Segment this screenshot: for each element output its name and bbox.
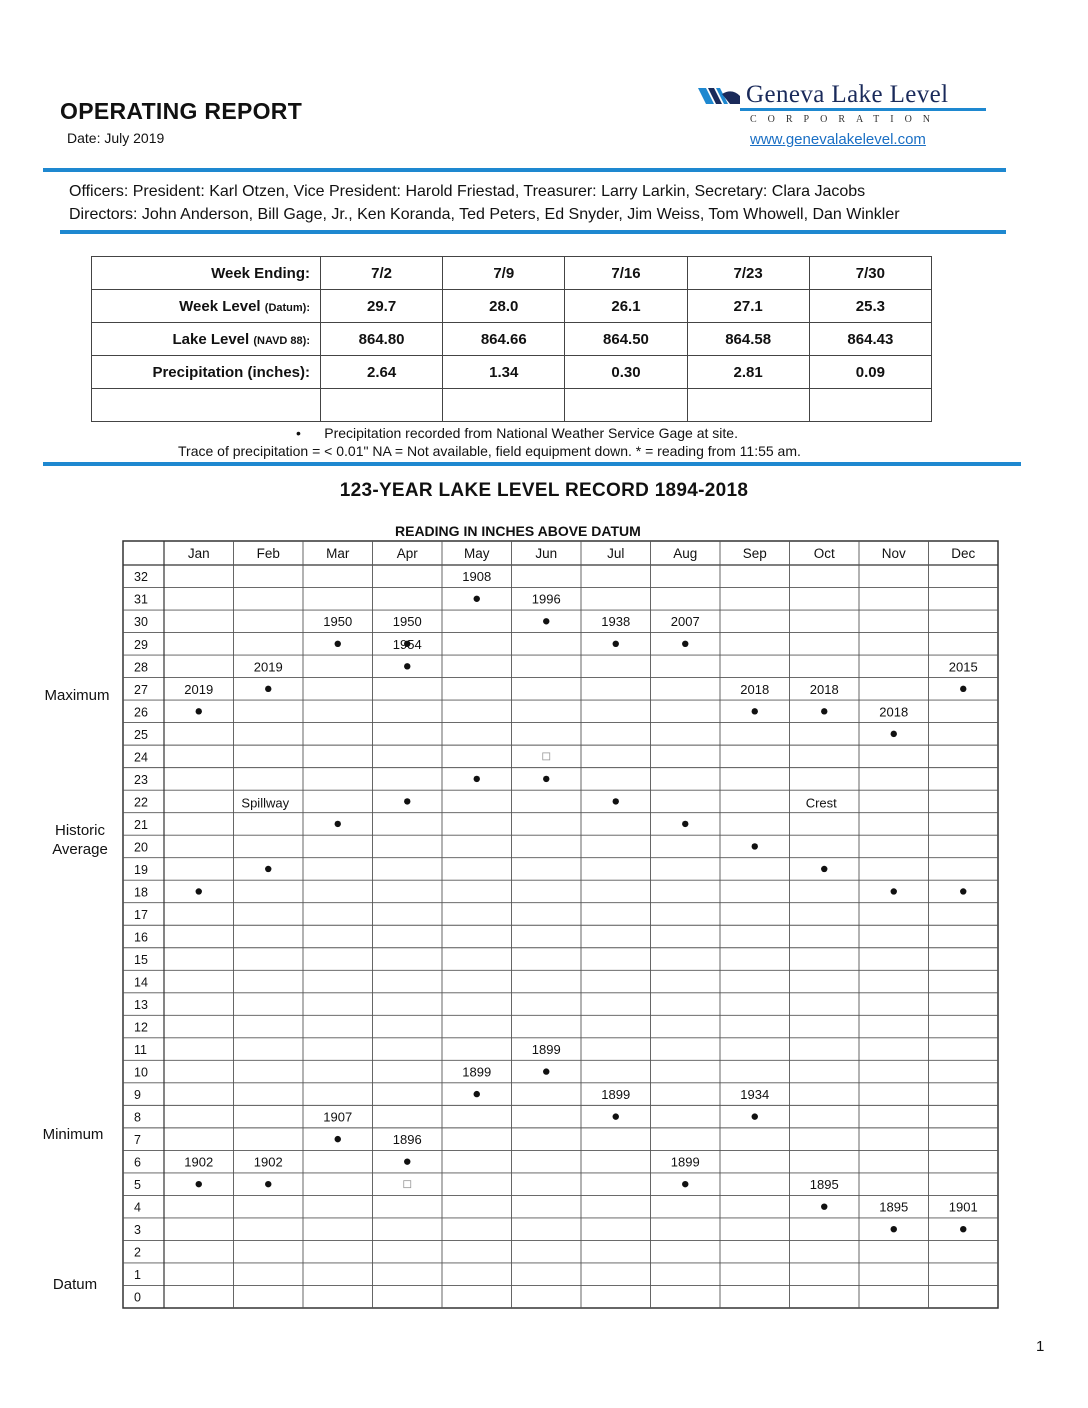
week-level-cell: 28.0 xyxy=(443,290,565,323)
minimum-dot xyxy=(682,1181,688,1187)
row-header: Week Ending: xyxy=(92,257,321,290)
level-label: 30 xyxy=(134,615,148,630)
maximum-year-label: 2018 xyxy=(809,681,839,697)
level-label: 12 xyxy=(134,1020,148,1035)
maximum-year-label: 1950 xyxy=(392,614,422,630)
minimum-year-label: 1934 xyxy=(740,1087,770,1103)
level-label: 3 xyxy=(134,1223,141,1238)
grid-frame xyxy=(123,541,998,1308)
maximum-dot xyxy=(265,686,271,692)
minimum-dot xyxy=(404,1158,410,1164)
minimum-dot xyxy=(474,1091,480,1097)
level-label: 4 xyxy=(134,1200,141,1215)
minimum-label: Minimum xyxy=(42,1126,104,1143)
minimum-year-label: 1899 xyxy=(462,1064,492,1080)
level-label: 9 xyxy=(134,1088,141,1103)
minimum-dot xyxy=(543,1068,549,1074)
lake-level-cell: 864.43 xyxy=(809,323,931,356)
historic-label: Historic xyxy=(54,822,105,839)
minimum-dot xyxy=(752,1113,758,1119)
level-label: 23 xyxy=(134,772,148,787)
officers-line: Officers: President: Karl Otzen, Vice President: Harold Friestad, Treasurer: Larry Larkin, Secretary: Clara Jacobs xyxy=(69,183,866,200)
level-label: 24 xyxy=(134,750,148,765)
maximum-dot xyxy=(960,686,966,692)
maximum-dot xyxy=(821,708,827,714)
minimum-dot xyxy=(335,1136,341,1142)
week-level-cell: 27.1 xyxy=(687,290,809,323)
week-ending-cell: 7/9 xyxy=(443,257,565,290)
precip-note-text: Precipitation recorded from National Weather Service Gage at site. xyxy=(324,425,738,441)
minimum-dot xyxy=(265,1181,271,1187)
minimum-year-label: 1896 xyxy=(392,1132,422,1148)
maximum-dot xyxy=(891,731,897,737)
maximum-dot xyxy=(404,663,410,669)
average-dot xyxy=(613,798,619,804)
minimum-dot xyxy=(960,1226,966,1232)
level-label: 6 xyxy=(134,1155,141,1170)
maximum-year-label: 1938 xyxy=(601,614,631,630)
month-header: Dec xyxy=(951,546,976,561)
minimum-year-label: 1895 xyxy=(809,1177,839,1193)
average-dot xyxy=(474,776,480,782)
average-dot xyxy=(891,888,897,894)
row-header-unit: (NAVD 88): xyxy=(253,334,310,347)
average-dot xyxy=(960,888,966,894)
maximum-dot xyxy=(474,596,480,602)
website-link[interactable]: www.genevalakelevel.com xyxy=(750,131,926,148)
precip-cell: 2.81 xyxy=(687,356,809,389)
month-header: Jul xyxy=(607,546,625,561)
week-ending-cell: 7/2 xyxy=(321,257,443,290)
lake-level-cell: 864.66 xyxy=(443,323,565,356)
open-marker xyxy=(543,753,550,760)
level-label: 7 xyxy=(134,1133,141,1148)
level-label: 22 xyxy=(134,795,148,810)
logo-name: Geneva Lake Level xyxy=(746,81,949,108)
minimum-dot xyxy=(613,1113,619,1119)
precip-cell: 2.64 xyxy=(321,356,443,389)
row-header-label: Lake Level xyxy=(172,330,250,348)
average-dot xyxy=(821,866,827,872)
level-label: 8 xyxy=(134,1110,141,1125)
average-dot xyxy=(752,843,758,849)
month-header: Apr xyxy=(396,546,418,561)
row-header-label: Week Level xyxy=(179,297,261,315)
month-header: May xyxy=(463,546,490,561)
minimum-year-label: 1907 xyxy=(323,1109,353,1125)
month-header: Mar xyxy=(326,546,350,561)
minimum-year-label: 1899 xyxy=(531,1042,561,1058)
precip-cell: 0.09 xyxy=(809,356,931,389)
month-header: Sep xyxy=(742,546,767,561)
maximum-dot xyxy=(613,641,619,647)
minimum-dot xyxy=(891,1226,897,1232)
minimum-year-label: 1901 xyxy=(948,1199,978,1215)
maximum-year-label: 2007 xyxy=(670,614,700,630)
logo-subtitle: CORPORATION xyxy=(750,114,942,125)
average-dot xyxy=(335,821,341,827)
maximum-year-label: 2019 xyxy=(184,681,214,697)
level-label: 26 xyxy=(134,705,148,720)
minimum-year-label: 1895 xyxy=(879,1199,909,1215)
level-label: 19 xyxy=(134,862,148,877)
level-label: 10 xyxy=(134,1065,148,1080)
maximum-dot xyxy=(543,618,549,624)
level-label: 17 xyxy=(134,907,148,922)
page-number: 1 xyxy=(1036,1338,1045,1355)
crest-line-label: Crest xyxy=(805,795,837,811)
level-label: 21 xyxy=(134,817,148,832)
minimum-year-label: 1902 xyxy=(184,1154,214,1170)
report-date: Date: July 2019 xyxy=(67,130,165,146)
week-level-cell: 26.1 xyxy=(565,290,687,323)
level-label: 18 xyxy=(134,885,148,900)
month-header: Jun xyxy=(535,546,558,561)
maximum-year-label: 2018 xyxy=(740,681,770,697)
week-ending-cell: 7/30 xyxy=(809,257,931,290)
datum-label: Datum xyxy=(52,1276,98,1293)
maximum-year-label: 1954 xyxy=(392,636,422,652)
maximum-label: Maximum xyxy=(44,687,110,704)
level-label: 15 xyxy=(134,952,148,967)
average-label: Average xyxy=(52,841,108,858)
minimum-year-label: 1899 xyxy=(601,1087,631,1103)
week-ending-cell: 7/16 xyxy=(565,257,687,290)
minimum-dot xyxy=(821,1203,827,1209)
crest-line-label: Spillway xyxy=(241,795,290,811)
level-label: 27 xyxy=(134,682,148,697)
maximum-year-label: 2018 xyxy=(879,704,909,720)
level-label: 25 xyxy=(134,727,148,742)
open-marker xyxy=(404,1181,411,1188)
month-header: Jan xyxy=(187,546,210,561)
level-label: 13 xyxy=(134,997,148,1012)
record-title: 123-YEAR LAKE LEVEL RECORD 1894-2018 xyxy=(339,480,749,501)
level-label: 32 xyxy=(134,570,148,585)
minimum-dot xyxy=(196,1181,202,1187)
precip-cell: 1.34 xyxy=(443,356,565,389)
level-label: 11 xyxy=(134,1043,147,1058)
average-dot xyxy=(265,866,271,872)
maximum-dot xyxy=(196,708,202,714)
level-label: 5 xyxy=(134,1178,141,1193)
month-header: Nov xyxy=(881,546,906,561)
lake-level-cell: 864.80 xyxy=(321,323,443,356)
minimum-year-label: 1902 xyxy=(253,1154,283,1170)
maximum-dot xyxy=(752,708,758,714)
week-ending-cell: 7/23 xyxy=(687,257,809,290)
level-label: 29 xyxy=(134,637,148,652)
level-label: 20 xyxy=(134,840,148,855)
month-header: Feb xyxy=(256,546,280,561)
level-label: 16 xyxy=(134,930,148,945)
row-header-unit: (Datum): xyxy=(264,301,310,314)
maximum-year-label: 1908 xyxy=(462,569,492,585)
average-dot xyxy=(682,821,688,827)
maximum-year-label: 1996 xyxy=(531,591,561,607)
maximum-year-label: 2015 xyxy=(948,659,978,675)
maximum-year-label: 1950 xyxy=(323,614,353,630)
record-subtitle: READING IN INCHES ABOVE DATUM xyxy=(395,523,641,539)
level-label: 31 xyxy=(134,592,148,607)
month-header: Aug xyxy=(673,546,698,561)
page-title: OPERATING REPORT xyxy=(60,98,303,124)
level-label: 1 xyxy=(134,1268,141,1283)
lake-level-cell: 864.58 xyxy=(687,323,809,356)
level-label: 14 xyxy=(134,975,148,990)
level-label: 2 xyxy=(134,1245,141,1260)
maximum-dot xyxy=(335,641,341,647)
average-dot xyxy=(196,888,202,894)
month-header: Oct xyxy=(813,546,835,561)
maximum-dot xyxy=(682,641,688,647)
maximum-year-label: 2019 xyxy=(253,659,283,675)
week-level-cell: 29.7 xyxy=(321,290,443,323)
precip-cell: 0.30 xyxy=(565,356,687,389)
directors-line: Directors: John Anderson, Bill Gage, Jr., Ken Koranda, Ted Peters, Ed Snyder, Jim Weiss, Tom Whowell, Dan Winkler xyxy=(69,206,900,223)
lake-level-cell: 864.50 xyxy=(565,323,687,356)
minimum-year-label: 1899 xyxy=(670,1154,700,1170)
row-header: Precipitation (inches): xyxy=(92,356,321,389)
trace-note: Trace of precipitation = < 0.01" NA = Not available, field equipment down. * = reading from 11:55 am. xyxy=(178,443,801,459)
bullet-icon: • xyxy=(296,425,301,441)
average-dot xyxy=(543,776,549,782)
level-label: 0 xyxy=(134,1290,141,1305)
week-level-cell: 25.3 xyxy=(809,290,931,323)
average-dot xyxy=(404,798,410,804)
level-label: 28 xyxy=(134,660,148,675)
